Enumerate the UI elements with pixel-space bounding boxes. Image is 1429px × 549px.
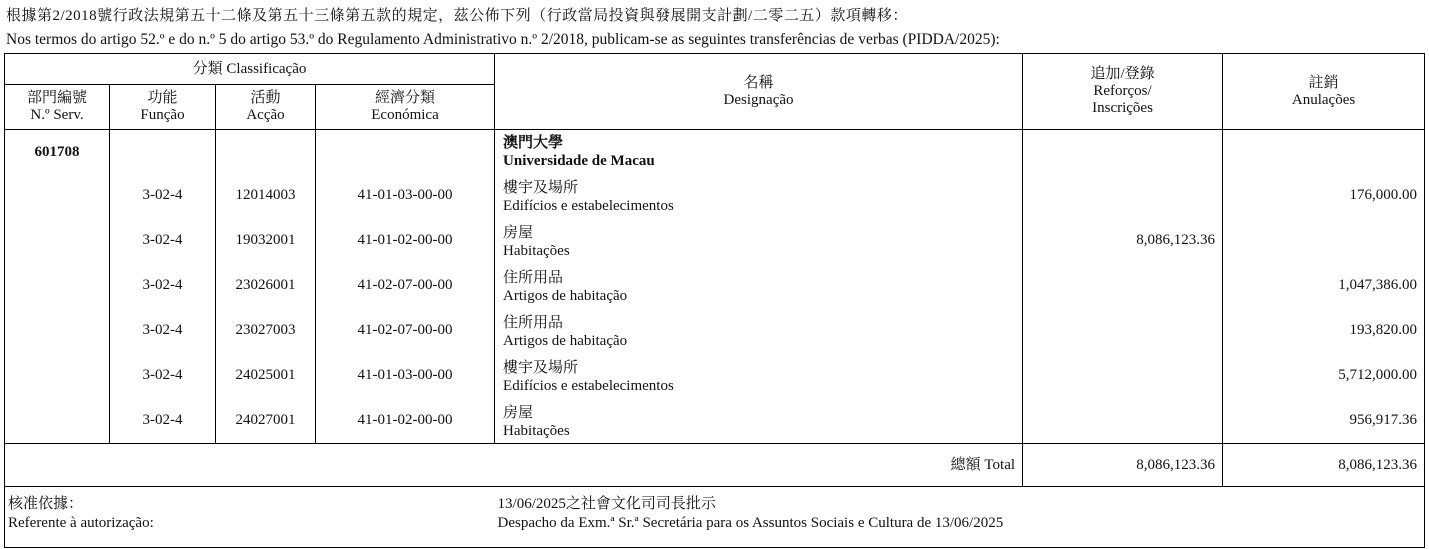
row-2-economic <box>316 224 494 258</box>
service-header-zh: 部門編號 <box>26 90 87 106</box>
row-5-designation-zh: 樓宇及場所 <box>503 360 579 376</box>
row-3-designation-zh: 住所用品 <box>503 270 564 286</box>
row-3-action <box>216 269 315 303</box>
economic-header-pt: Económica <box>371 107 439 123</box>
row-1-action <box>216 179 315 213</box>
row-1-economic <box>316 179 494 213</box>
row-6-designation-zh: 房屋 <box>503 405 534 421</box>
row-5-designation-pt: Edifícios e estabelecimentos <box>503 378 674 394</box>
row-3-function-text: 3-02-4 <box>142 277 183 293</box>
row-1-annulment <box>1223 179 1424 213</box>
service-name <box>503 134 1018 170</box>
row-4-economic <box>316 314 494 348</box>
row-3-action-text: 23026001 <box>235 277 296 293</box>
function-column <box>110 130 216 444</box>
annulments-column <box>1223 130 1425 444</box>
total-label: 總額 Total <box>5 444 1023 487</box>
row-2-function <box>110 224 215 258</box>
row-3-annulment <box>1223 269 1424 303</box>
row-4-function <box>110 314 215 348</box>
header-row-1 <box>5 54 1425 85</box>
row-5-economic <box>316 359 494 393</box>
row-4-annulment-value: 193,820.00 <box>1349 322 1418 338</box>
total-row <box>5 444 1425 487</box>
designation-header <box>495 54 1023 130</box>
row-4-action-text: 23027003 <box>235 322 296 338</box>
service-name-zh: 澳門大學 <box>503 135 564 151</box>
row-4-annulment <box>1223 314 1424 348</box>
reinforcements-header-zh: 追加/登錄 <box>1090 66 1155 82</box>
row-2-action-text: 19032001 <box>235 232 296 248</box>
row-5-annulment <box>1223 359 1424 393</box>
footer-row <box>5 487 1425 548</box>
row-5-function <box>110 359 215 393</box>
row-1-function-text: 3-02-4 <box>142 187 183 203</box>
row-3-function <box>110 269 215 303</box>
authorization-label-pt: Referente à autorização: <box>8 515 154 531</box>
economic-header-zh: 經濟分類 <box>375 90 436 106</box>
row-2-reinforcement-value: 8,086,123.36 <box>1136 232 1216 248</box>
row-3-economic <box>316 269 494 303</box>
intro-portuguese: Nos termos do artigo 52.º e do n.º 5 do artigo 53.º do Regulamento Administrativo n.º 2/2018, publicam-se as seguintes transferências de verbas (PIDDA/2025): <box>6 31 1000 48</box>
service-column <box>5 130 110 444</box>
authorization-text-zh: 13/06/2025之社會文化司司長批示 <box>497 496 716 512</box>
total-reinforcements: 8,086,123.36 <box>1023 444 1223 487</box>
row-3-economic-text: 41-02-07-00-00 <box>357 277 453 293</box>
row-5-annulment-value: 5,712,000.00 <box>1338 367 1418 383</box>
action-column <box>216 130 316 444</box>
authorization-text <box>495 487 1425 548</box>
row-1-annulment-value: 176,000.00 <box>1349 187 1418 203</box>
row-5-designation <box>503 359 1018 395</box>
classification-header: 分類 Classificação <box>5 54 495 85</box>
authorization-label-zh: 核准依據： <box>8 496 84 512</box>
designation-column <box>495 130 1023 444</box>
reinforcements-header-pt2: Inscrições <box>1092 100 1153 116</box>
row-1-designation-pt: Edifícios e estabelecimentos <box>503 198 674 214</box>
row-5-action-text: 24025001 <box>235 367 296 383</box>
reinforcements-header <box>1023 54 1223 130</box>
economic-header <box>316 85 495 130</box>
row-6-economic-text: 41-01-02-00-00 <box>357 412 453 428</box>
row-2-function-text: 3-02-4 <box>142 232 183 248</box>
intro-chinese: 根據第2/2018號行政法規第五十二條及第五十三條第五款的規定，茲公佈下列（行政當局投資與發展開支計劃/二零二五）款項轉移： <box>6 8 908 24</box>
row-4-action <box>216 314 315 348</box>
function-header-zh: 功能 <box>147 90 178 106</box>
row-6-designation-pt: Habitações <box>503 423 570 439</box>
service-header-pt: N.º Serv. <box>30 107 84 123</box>
annulments-header <box>1223 54 1425 130</box>
service-header <box>5 85 110 130</box>
row-2-designation <box>503 224 1018 260</box>
action-header <box>216 85 316 130</box>
row-6-annulment-value: 956,917.36 <box>1349 412 1418 428</box>
authorization-label <box>5 487 495 548</box>
row-6-designation <box>503 404 1018 440</box>
row-2-designation-zh: 房屋 <box>503 225 534 241</box>
annulments-header-pt: Anulações <box>1291 91 1356 108</box>
row-6-economic <box>316 404 494 438</box>
row-6-function-text: 3-02-4 <box>142 412 183 428</box>
economic-column <box>316 130 495 444</box>
row-3-designation <box>503 269 1018 305</box>
row-6-action-text: 24027001 <box>235 412 296 428</box>
body-row <box>5 130 1425 444</box>
row-6-annulment <box>1223 404 1424 438</box>
designation-header-zh: 名稱 <box>743 74 774 91</box>
total-annulments: 8,086,123.36 <box>1223 444 1425 487</box>
reinforcements-column <box>1023 130 1223 444</box>
row-2-economic-text: 41-01-02-00-00 <box>357 232 453 248</box>
service-code: 601708 <box>34 144 80 160</box>
row-4-function-text: 3-02-4 <box>142 322 183 338</box>
row-4-designation-zh: 住所用品 <box>503 315 564 331</box>
annulments-header-zh: 註銷 <box>1308 74 1339 91</box>
service-name-pt: Universidade de Macau <box>503 153 655 169</box>
function-header <box>110 85 216 130</box>
row-6-function <box>110 404 215 438</box>
designation-header-pt: Designação <box>723 91 794 108</box>
action-header-pt: Acção <box>246 107 285 123</box>
row-6-action <box>216 404 315 438</box>
row-1-designation <box>503 179 1018 215</box>
row-4-designation-pt: Artigos de habitação <box>503 333 628 349</box>
row-2-designation-pt: Habitações <box>503 243 570 259</box>
row-1-function <box>110 179 215 213</box>
row-3-annulment-value: 1,047,386.00 <box>1338 277 1418 293</box>
authorization-text-pt: Despacho da Exm.ª Sr.ª Secretária para os Assuntos Sociais e Cultura de 13/06/2025 <box>497 515 1004 531</box>
row-5-action <box>216 359 315 393</box>
row-4-designation <box>503 314 1018 350</box>
row-2-reinforcement <box>1023 224 1222 258</box>
transfer-table <box>4 53 1425 548</box>
action-header-zh: 活動 <box>250 90 281 106</box>
row-1-economic-text: 41-01-03-00-00 <box>357 187 453 203</box>
function-header-pt: Função <box>140 107 185 123</box>
row-5-function-text: 3-02-4 <box>142 367 183 383</box>
row-5-economic-text: 41-01-03-00-00 <box>357 367 453 383</box>
row-2-action <box>216 224 315 258</box>
row-3-designation-pt: Artigos de habitação <box>503 288 628 304</box>
row-4-economic-text: 41-02-07-00-00 <box>357 322 453 338</box>
reinforcements-header-pt1: Reforços/ <box>1093 83 1152 99</box>
row-1-designation-zh: 樓宇及場所 <box>503 180 579 196</box>
row-1-action-text: 12014003 <box>235 187 296 203</box>
